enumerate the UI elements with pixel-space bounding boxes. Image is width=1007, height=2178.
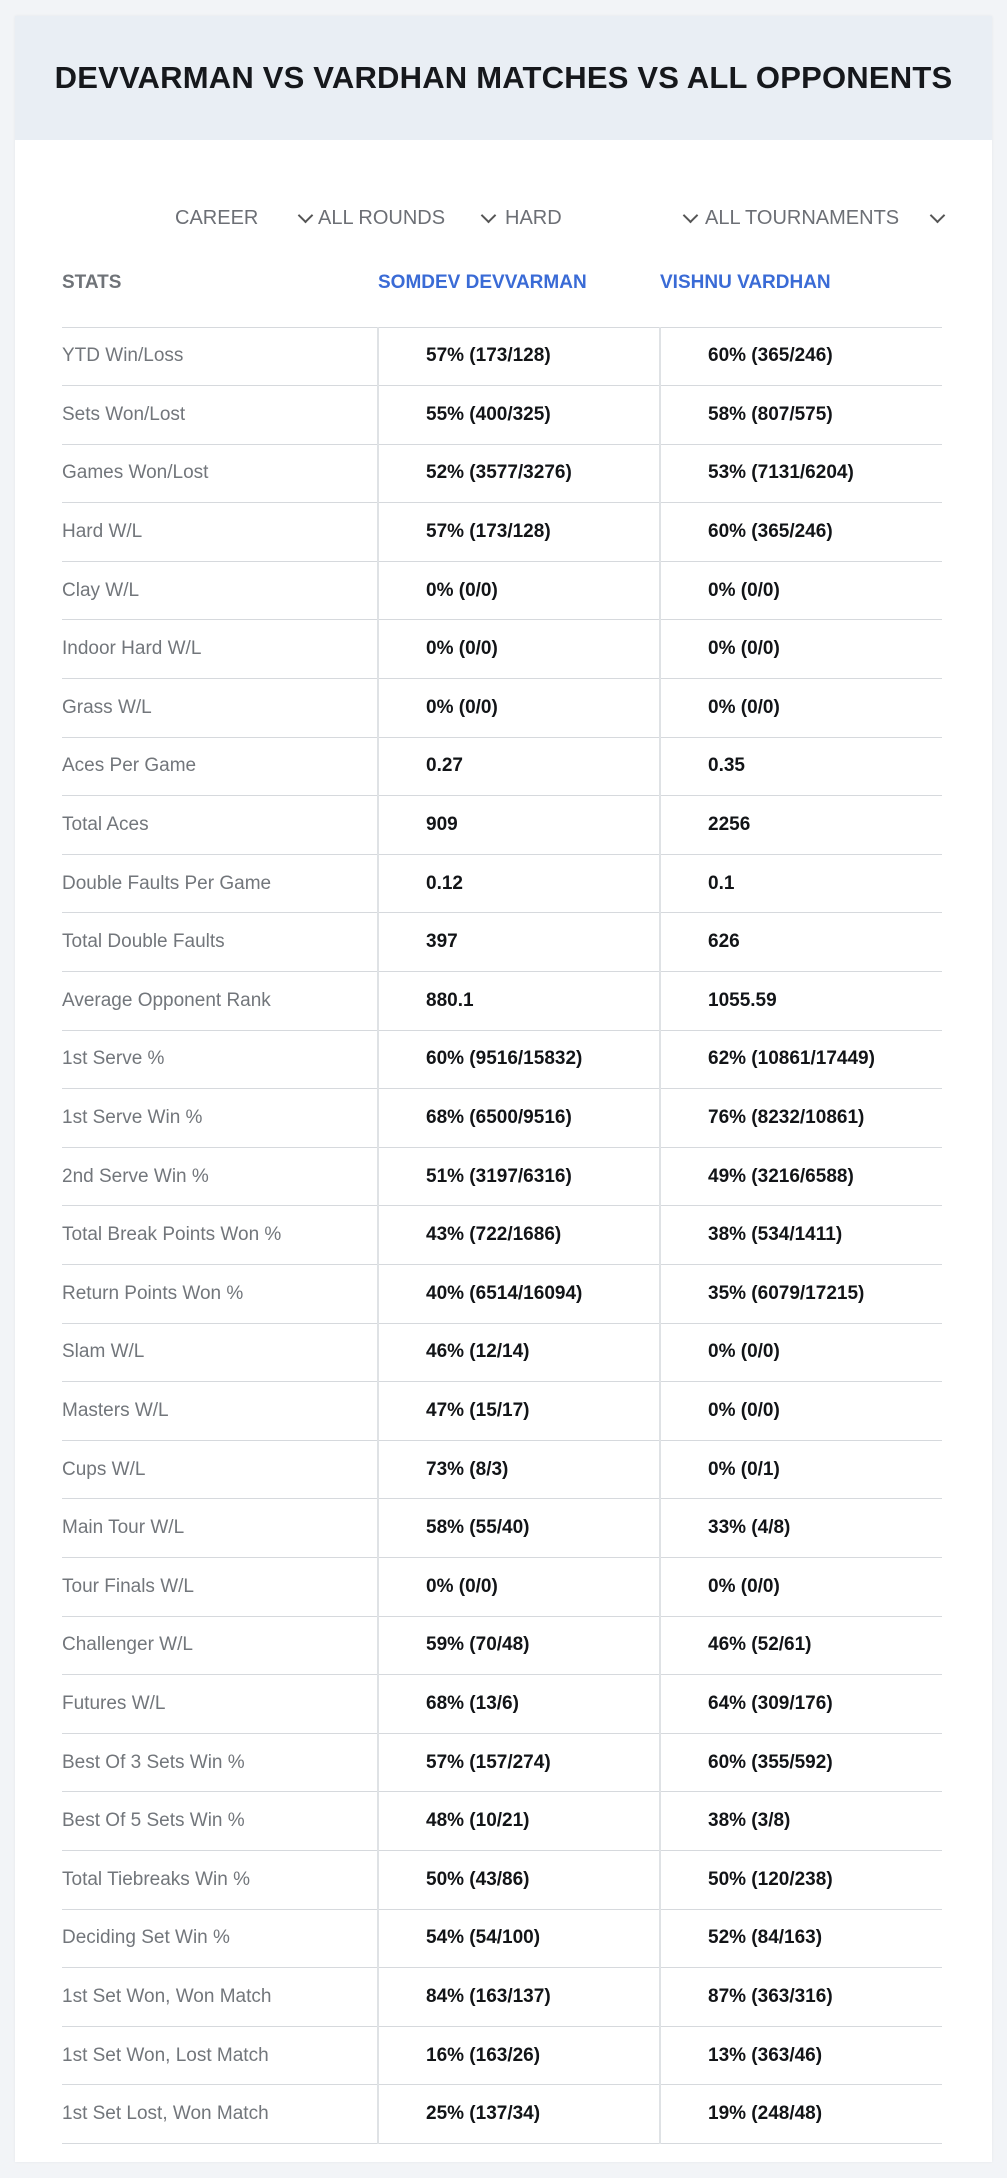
table-row [62,2085,942,2144]
player2-value: 87% (363/316) [660,1968,942,2027]
player1-value: 57% (173/128) [378,503,660,562]
table-row [62,1147,942,1206]
title-bar [15,16,992,140]
table-row [62,737,942,796]
player2-value: 60% (355/592) [660,1733,942,1792]
player1-value: 50% (43/86) [378,1850,660,1909]
player2-value: 0% (0/0) [660,1557,942,1616]
player1-value: 60% (9516/15832) [378,1030,660,1089]
player2-value: 46% (52/61) [660,1616,942,1675]
player1-value: 57% (173/128) [378,327,660,386]
player1-value: 58% (55/40) [378,1499,660,1558]
player2-value: 19% (248/48) [660,2085,942,2144]
player2-value: 13% (363/46) [660,2026,942,2085]
stat-label: Deciding Set Win % [62,1909,378,1968]
player1-value: 0% (0/0) [378,620,660,679]
player2-value: 58% (807/575) [660,386,942,445]
player2-value: 50% (120/238) [660,1850,942,1909]
table-row [62,327,942,386]
stat-label: Indoor Hard W/L [62,620,378,679]
player1-value: 0.27 [378,737,660,796]
player2-value: 53% (7131/6204) [660,444,942,503]
stat-label: Masters W/L [62,1382,378,1441]
table-row [62,1206,942,1265]
player1-value: 59% (70/48) [378,1616,660,1675]
table-row [62,2026,942,2085]
player1-value: 68% (13/6) [378,1675,660,1734]
table-row [62,386,942,445]
player1-value: 51% (3197/6316) [378,1147,660,1206]
tournaments-select[interactable] [705,188,945,248]
stat-label: Total Double Faults [62,913,378,972]
player1-value: 880.1 [378,972,660,1031]
player1-value: 909 [378,796,660,855]
stat-label: YTD Win/Loss [62,327,378,386]
stat-label: Double Faults Per Game [62,854,378,913]
stat-label: 1st Set Won, Won Match [62,1968,378,2027]
table-row [62,561,942,620]
player2-value: 0% (0/1) [660,1440,942,1499]
table-row [62,1616,942,1675]
stat-label: Average Opponent Rank [62,972,378,1031]
table-row [62,1089,942,1148]
table-row [62,620,942,679]
player1-value: 40% (6514/16094) [378,1265,660,1324]
player2-value: 38% (3/8) [660,1792,942,1851]
player2-column-header[interactable]: VISHNU VARDHAN [660,248,942,327]
stat-label: 2nd Serve Win % [62,1147,378,1206]
rounds-select[interactable] [318,188,498,248]
player1-value: 55% (400/325) [378,386,660,445]
table-row [62,1557,942,1616]
tournaments-select-label: ALL TOURNAMENTS [705,206,900,229]
player2-value: 626 [660,913,942,972]
table-row [62,1850,942,1909]
player2-value: 0% (0/0) [660,1323,942,1382]
stat-label: Games Won/Lost [62,444,378,503]
player1-value: 0.12 [378,854,660,913]
table-row [62,1733,942,1792]
chevron-down-icon [930,208,946,224]
player1-value: 16% (163/26) [378,2026,660,2085]
chevron-down-icon [481,208,497,224]
rounds-select-label: ALL ROUNDS [318,206,446,229]
player1-value: 73% (8/3) [378,1440,660,1499]
table-row [62,1440,942,1499]
chevron-down-icon [683,208,699,224]
table-row [62,1675,942,1734]
surface-select[interactable] [505,188,690,248]
stat-label: Main Tour W/L [62,1499,378,1558]
stat-label: Best Of 3 Sets Win % [62,1733,378,1792]
player2-value: 0.35 [660,737,942,796]
player2-value: 33% (4/8) [660,1499,942,1558]
table-row [62,854,942,913]
period-select-label: CAREER [175,206,259,229]
stat-label: Sets Won/Lost [62,386,378,445]
table-row [62,1265,942,1324]
stat-label: Total Aces [62,796,378,855]
stat-label: Total Break Points Won % [62,1206,378,1265]
player2-value: 1055.59 [660,972,942,1031]
page-title: DEVVARMAN VS VARDHAN MATCHES VS ALL OPPONENTS [54,60,953,95]
player1-value: 57% (157/274) [378,1733,660,1792]
table-header-row [62,248,942,327]
player1-value: 0% (0/0) [378,1557,660,1616]
player2-value: 0% (0/0) [660,1382,942,1441]
player1-value: 47% (15/17) [378,1382,660,1441]
stat-label: Return Points Won % [62,1265,378,1324]
stat-label: 1st Set Lost, Won Match [62,2085,378,2144]
table-row [62,1499,942,1558]
player1-value: 43% (722/1686) [378,1206,660,1265]
player1-value: 397 [378,913,660,972]
stats-table [62,248,942,2144]
table-row [62,1323,942,1382]
player2-value: 0% (0/0) [660,679,942,738]
stats-card [15,16,992,2162]
player2-value: 60% (365/246) [660,327,942,386]
table-row [62,1909,942,1968]
stat-label: Clay W/L [62,561,378,620]
player1-value: 46% (12/14) [378,1323,660,1382]
table-row [62,1968,942,2027]
surface-select-label: HARD [505,206,562,229]
stat-label: Challenger W/L [62,1616,378,1675]
table-row [62,679,942,738]
player1-column-header[interactable]: SOMDEV DEVVARMAN [378,248,660,327]
player2-value: 2256 [660,796,942,855]
stat-label: 1st Serve Win % [62,1089,378,1148]
player2-value: 35% (6079/17215) [660,1265,942,1324]
stat-label: Tour Finals W/L [62,1557,378,1616]
stat-label: 1st Set Won, Lost Match [62,2026,378,2085]
stat-label: Slam W/L [62,1323,378,1382]
player2-value: 49% (3216/6588) [660,1147,942,1206]
player1-value: 0% (0/0) [378,561,660,620]
stat-label: Best Of 5 Sets Win % [62,1792,378,1851]
player2-value: 0.1 [660,854,942,913]
table-row [62,913,942,972]
player1-value: 68% (6500/9516) [378,1089,660,1148]
chevron-down-icon [298,208,314,224]
player2-value: 0% (0/0) [660,620,942,679]
table-row [62,444,942,503]
table-row [62,972,942,1031]
player1-value: 54% (54/100) [378,1909,660,1968]
player1-value: 0% (0/0) [378,679,660,738]
stat-label: Total Tiebreaks Win % [62,1850,378,1909]
stat-label: Futures W/L [62,1675,378,1734]
filter-bar [15,188,992,248]
player2-value: 52% (84/163) [660,1909,942,1968]
stat-label: Aces Per Game [62,737,378,796]
player2-value: 0% (0/0) [660,561,942,620]
table-row [62,503,942,562]
player1-value: 84% (163/137) [378,1968,660,2027]
table-row [62,796,942,855]
player2-value: 60% (365/246) [660,503,942,562]
stats-column-header: STATS [62,248,378,327]
table-row [62,1792,942,1851]
player2-value: 38% (534/1411) [660,1206,942,1265]
player2-value: 64% (309/176) [660,1675,942,1734]
stat-label: 1st Serve % [62,1030,378,1089]
table-row [62,1030,942,1089]
period-select[interactable] [175,188,315,248]
player1-value: 48% (10/21) [378,1792,660,1851]
stat-label: Hard W/L [62,503,378,562]
player2-value: 62% (10861/17449) [660,1030,942,1089]
stat-label: Grass W/L [62,679,378,738]
stat-label: Cups W/L [62,1440,378,1499]
player2-value: 76% (8232/10861) [660,1089,942,1148]
player1-value: 25% (137/34) [378,2085,660,2144]
player1-value: 52% (3577/3276) [378,444,660,503]
table-row [62,1382,942,1441]
